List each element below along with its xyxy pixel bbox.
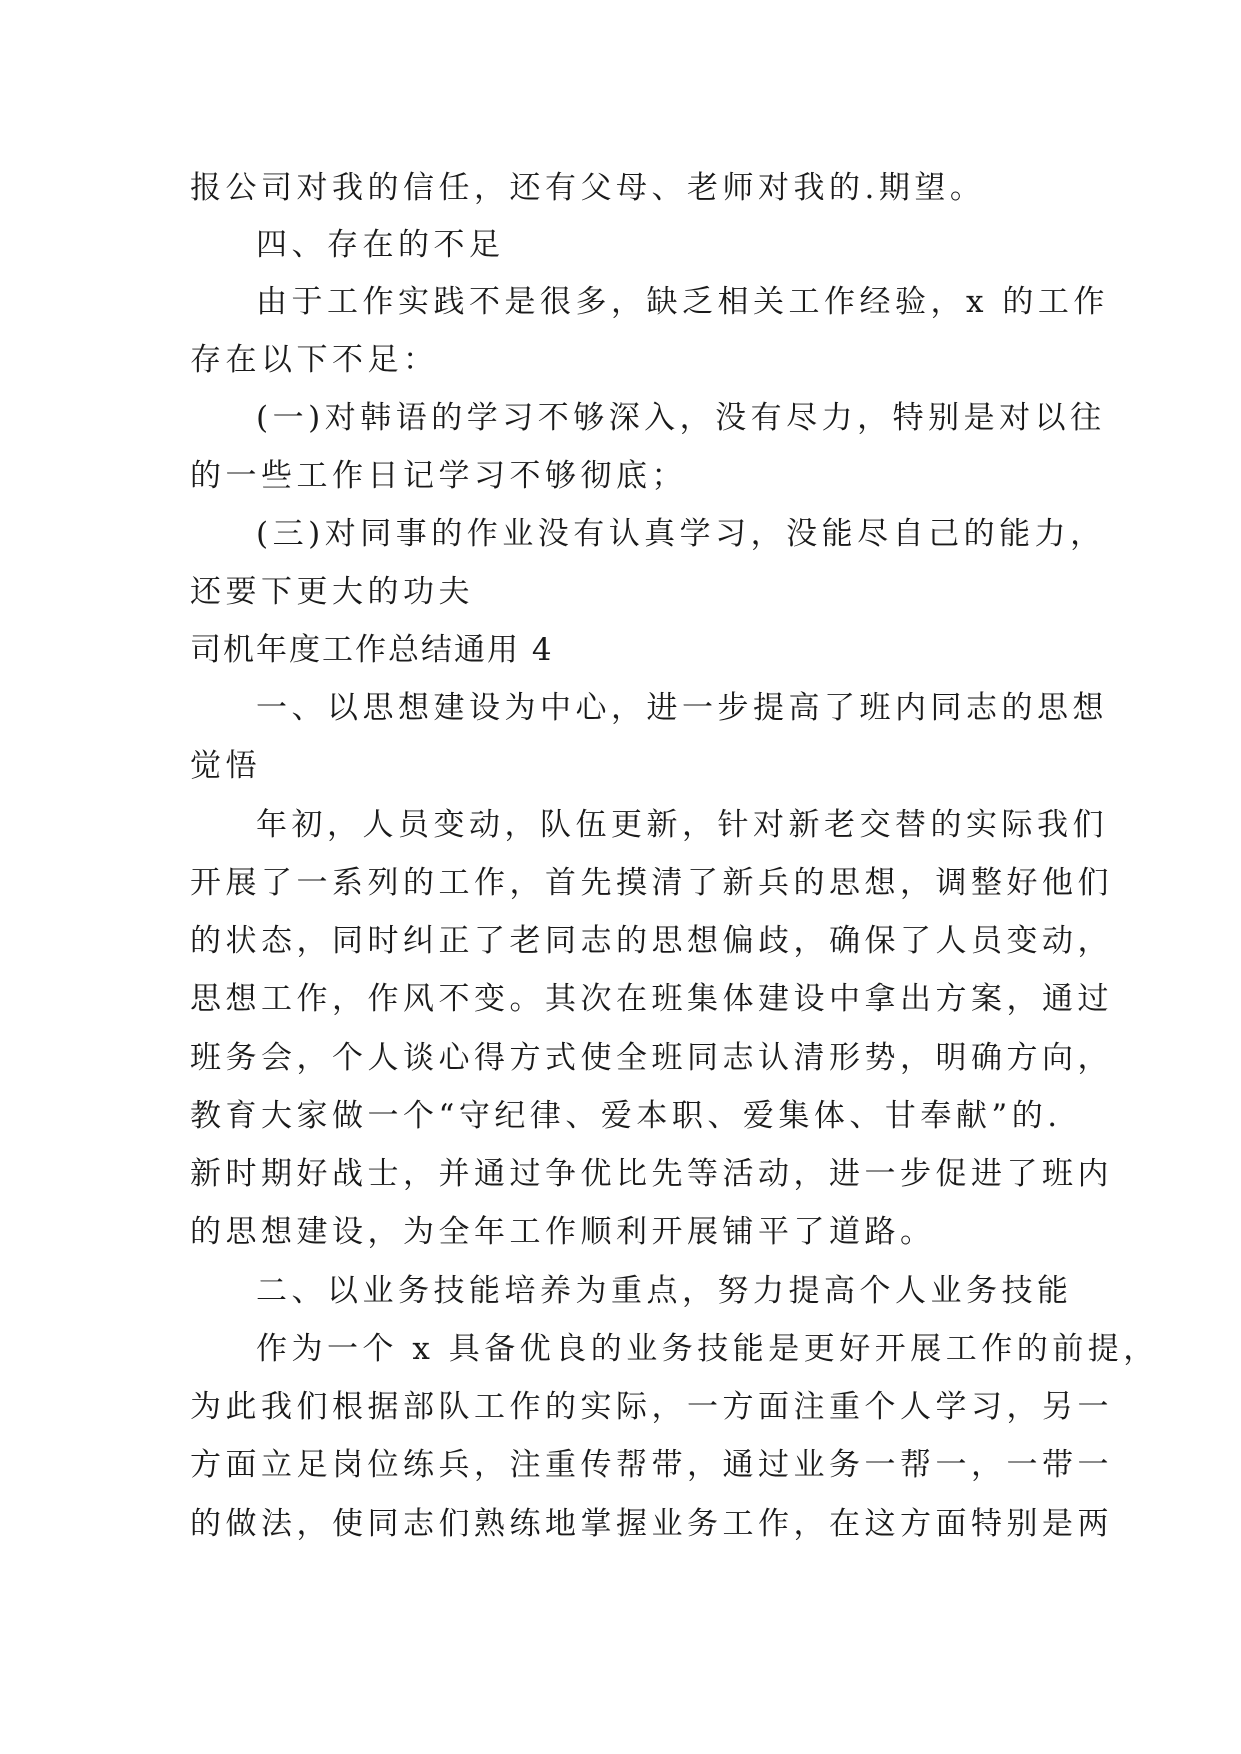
- text-line: 作为一个 x 具备优良的业务技能是更好开展工作的前提，: [256, 1331, 1159, 1367]
- text-line: 的一些工作日记学习不够彻底；: [190, 458, 687, 494]
- text-line: 思想工作，作风不变。其次在班集体建设中拿出方案，通过: [190, 981, 1113, 1017]
- text-line: 新时期好战士，并通过争优比先等活动，进一步促进了班内: [190, 1156, 1113, 1192]
- text-line: 为此我们根据部队工作的实际，一方面注重个人学习，另一: [190, 1389, 1113, 1425]
- text-line: 的状态，同时纠正了老同志的思想偏歧，确保了人员变动，: [190, 923, 1113, 959]
- text-line: 开展了一系列的工作，首先摸清了新兵的思想，调整好他们: [190, 865, 1113, 901]
- section-heading: 觉悟: [190, 748, 261, 784]
- section-heading: 二、以业务技能培养为重点，努力提高个人业务技能: [256, 1273, 1073, 1309]
- text-line: 班务会，个人谈心得方式使全班同志认清形势，明确方向，: [190, 1040, 1113, 1076]
- text-line: 还要下更大的功夫: [190, 574, 474, 610]
- document-title: 司机年度工作总结通用 4: [190, 632, 554, 668]
- text-line: 教育大家做一个“守纪律、爱本职、爱集体、甘奉献”的.: [190, 1098, 1062, 1134]
- list-item: (一)对韩语的学习不够深入，没有尽力，特别是对以往: [256, 400, 1106, 436]
- text-line: 存在以下不足：: [190, 342, 439, 378]
- text-line: 的做法，使同志们熟练地掌握业务工作，在这方面特别是两: [190, 1506, 1113, 1542]
- section-heading: 一、以思想建设为中心，进一步提高了班内同志的思想: [256, 690, 1108, 726]
- section-heading: 四、存在的不足: [256, 227, 505, 263]
- text-line: 报公司对我的信任，还有父母、老师对我的.期望。: [190, 170, 986, 206]
- text-line: 的思想建设，为全年工作顺利开展铺平了道路。: [190, 1214, 936, 1250]
- text-line: 由于工作实践不是很多，缺乏相关工作经验，x 的工作: [256, 284, 1109, 320]
- text-line: 方面立足岗位练兵，注重传帮带，通过业务一帮一，一带一: [190, 1447, 1113, 1483]
- text-line: 年初，人员变动，队伍更新，针对新老交替的实际我们: [256, 807, 1108, 843]
- list-item: (三)对同事的作业没有认真学习，没能尽自己的能力，: [256, 516, 1106, 552]
